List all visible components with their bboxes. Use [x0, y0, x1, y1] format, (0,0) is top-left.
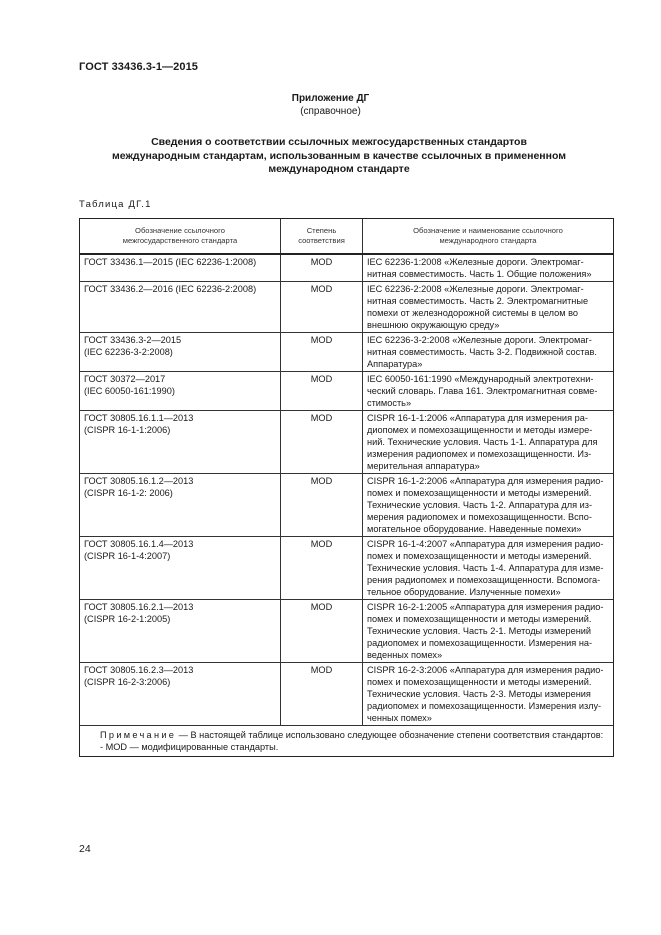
column-header-international: Обозначение и наименование ссылочного международного стандарта [363, 219, 614, 254]
cell-standard [80, 411, 281, 474]
cell-international [363, 663, 614, 726]
cell-international-line: внешнюю окружающую среду» [367, 320, 500, 330]
cell-international [363, 333, 614, 372]
cell-international-line: ческий словарь. Глава 161. Электромагнитная совме- [367, 386, 598, 396]
table-row [80, 333, 613, 372]
cell-standard-line: ГОСТ 33436.2—2016 (IEC 62236-2:2008) [84, 284, 257, 294]
cell-international-line: CISPR 16-1-1:2006 «Аппаратура для измерения ра- [367, 413, 588, 423]
cell-degree: MOD [281, 254, 363, 282]
cell-international-line: нитная совместимость. Часть 3-2. Подвижной состав. [367, 347, 597, 357]
cell-international-line: IEC 62236-3-2:2008 «Железные дороги. Электромаг- [367, 335, 592, 345]
cell-international-line: стимость» [367, 398, 412, 408]
cell-international-line: помех и помехозащищенности и методы измерений. [367, 488, 592, 498]
table-body [80, 254, 613, 726]
cell-international [363, 600, 614, 663]
table-row [80, 254, 613, 282]
column-header-degree: Степень соответствия [281, 219, 363, 254]
cell-international-line: измерения радиопомех и помехозащищенности. Из- [367, 449, 592, 459]
cell-standard-line: ГОСТ 30805.16.1.1—2013 [84, 413, 194, 423]
cell-international-line: ний. Технические условия. Часть 1-1. Аппаратура для [367, 437, 598, 447]
note-label: Примечание [100, 730, 177, 740]
correspondence-table-frame [79, 218, 614, 757]
correspondence-table [80, 219, 613, 756]
cell-international-line: нитная совместимость. Часть 2. Электромагнитные [367, 296, 589, 306]
cell-standard [80, 474, 281, 537]
cell-international-line: мерительная аппаратура» [367, 461, 480, 471]
appendix-block [0, 92, 661, 118]
cell-international-line: CISPR 16-2-1:2005 «Аппаратура для измерения радио- [367, 602, 604, 612]
cell-international-line: нитная совместимость. Часть 1. Общие положения» [367, 269, 592, 279]
cell-international-line: могательное оборудование. Наведенные помехи» [367, 524, 582, 534]
cell-standard-line: ГОСТ 30805.16.1.2—2013 [84, 476, 194, 486]
cell-standard-line: ГОСТ 30805.16.1.4—2013 [84, 539, 194, 549]
cell-standard-line: (CISPR 16-2-1:2005) [84, 614, 171, 624]
cell-degree: MOD [281, 600, 363, 663]
cell-standard-line: (IEC 62236-3-2:2008) [84, 347, 173, 357]
cell-degree: MOD [281, 537, 363, 600]
cell-standard-line: (IEC 60050-161:1990) [84, 386, 175, 396]
cell-degree: MOD [281, 372, 363, 411]
section-heading [90, 136, 588, 177]
cell-international-line: IEC 60050-161:1990 «Международный электротехни- [367, 374, 594, 384]
table-row [80, 372, 613, 411]
cell-international-line: IEC 62236-2:2008 «Железные дороги. Электромаг- [367, 284, 584, 294]
cell-standard [80, 537, 281, 600]
heading-line: международным стандартам, использованным в качестве ссылочных в примененном [111, 149, 567, 162]
cell-standard [80, 372, 281, 411]
table-note [80, 726, 613, 757]
cell-international-line: ченных помех» [367, 713, 432, 723]
cell-standard [80, 333, 281, 372]
cell-international-line: радиопомех и помехозащищенности. Измерения на- [367, 638, 593, 648]
note-item: - MOD — модифицированные стандарты. [100, 742, 279, 752]
cell-international [363, 254, 614, 282]
cell-international-line: Аппаратура» [367, 359, 423, 369]
cell-international [363, 474, 614, 537]
cell-international [363, 537, 614, 600]
cell-international-line: помех и помехозащищенности и методы измерений. [367, 614, 592, 624]
cell-standard-line: (CISPR 16-1-1:2006) [84, 425, 171, 435]
heading-line: Сведения о соответствии ссылочных межгосударственных стандартов [151, 136, 527, 148]
cell-standard [80, 663, 281, 726]
cell-standard-line: ГОСТ 30805.16.2.1—2013 [84, 602, 194, 612]
cell-international-line: рения радиопомех и помехозащищенности. Вспомога- [367, 575, 601, 585]
cell-standard-line: ГОСТ 33436.1—2015 (IEC 62236-1:2008) [84, 257, 257, 267]
cell-degree: MOD [281, 474, 363, 537]
table-row [80, 411, 613, 474]
cell-international-line: CISPR 16-2-3:2006 «Аппаратура для измерения радио- [367, 665, 604, 675]
cell-international-line: радиопомех и помехозащищенности. Измерения излу- [367, 701, 602, 711]
cell-international-line: Технические условия. Часть 2-1. Методы измерений [367, 626, 592, 636]
cell-degree: MOD [281, 663, 363, 726]
cell-standard [80, 254, 281, 282]
appendix-title: Приложение ДГ [291, 93, 370, 104]
cell-international-line: Технические условия. Часть 1-2. Аппаратура для из- [367, 500, 593, 510]
cell-international-line: помех и помехозащищенности и методы измерений. [367, 551, 592, 561]
note-text [84, 729, 609, 741]
column-header-standard: Обозначение ссылочного межгосударственного стандарта [80, 219, 281, 254]
cell-international-line: Технические условия. Часть 1-4. Аппаратура для изме- [367, 563, 604, 573]
table-header-row [80, 219, 613, 254]
cell-international [363, 372, 614, 411]
table-row [80, 282, 613, 333]
table-row [80, 600, 613, 663]
cell-international [363, 411, 614, 474]
cell-international-line: IEC 62236-1:2008 «Железные дороги. Электромаг- [367, 257, 584, 267]
cell-standard-line: (CISPR 16-1-2: 2006) [84, 488, 173, 498]
cell-international [363, 282, 614, 333]
cell-standard-line: ГОСТ 33436.3-2—2015 [84, 335, 182, 345]
cell-international-line: тельное оборудование. Излученные помехи» [367, 587, 561, 597]
appendix-type: (справочное) [300, 106, 361, 117]
cell-standard-line: (CISPR 16-2-3:2006) [84, 677, 171, 687]
cell-international-line: Технические условия. Часть 2-3. Методы измерения [367, 689, 591, 699]
table-row [80, 474, 613, 537]
cell-standard [80, 282, 281, 333]
document-header: ГОСТ 33436.3-1—2015 [79, 61, 199, 73]
cell-international-line: помех и помехозащищенности и методы измерений. [367, 677, 592, 687]
note-body: — В настоящей таблице использовано следующее обозначение степени соответствия стандартов: [176, 730, 604, 740]
cell-standard-line: ГОСТ 30805.16.2.3—2013 [84, 665, 194, 675]
table-row [80, 537, 613, 600]
table-row [80, 663, 613, 726]
cell-degree: MOD [281, 282, 363, 333]
cell-international-line: CISPR 16-1-2:2006 «Аппаратура для измерения радио- [367, 476, 604, 486]
cell-international-line: помехи от железнодорожной системы в целом во [367, 308, 579, 318]
table-note-row [80, 726, 613, 757]
cell-degree: MOD [281, 333, 363, 372]
cell-degree: MOD [281, 411, 363, 474]
cell-international-line: диопомех и помехозащищенности и методы измере- [367, 425, 593, 435]
cell-standard-line: ГОСТ 30372—2017 [84, 374, 166, 384]
page-number: 24 [79, 843, 91, 855]
cell-international-line: CISPR 16-1-4:2007 «Аппаратура для измерения радио- [367, 539, 604, 549]
cell-international-line: мерения радиопомех и помехозащищенности. Вспо- [367, 512, 592, 522]
cell-standard [80, 600, 281, 663]
cell-international-line: веденных помех» [367, 650, 443, 660]
table-label: Таблица ДГ.1 [79, 199, 152, 210]
heading-line: международном стандарте [268, 163, 410, 175]
cell-standard-line: (CISPR 16-1-4:2007) [84, 551, 171, 561]
